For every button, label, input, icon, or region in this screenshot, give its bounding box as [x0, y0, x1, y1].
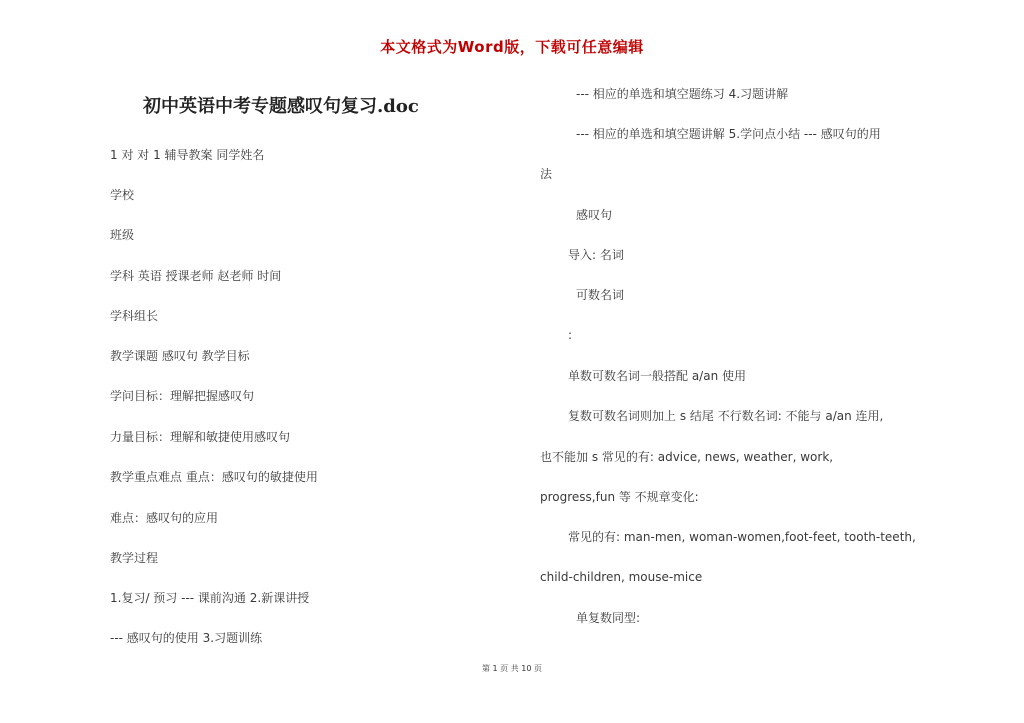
text-line: --- 相应的单选和填空题讲解 5.学问点小结 --- 感叹句的用: [576, 127, 881, 141]
text-line: 1 对 对 1 辅导教案 同学姓名: [110, 148, 265, 162]
page-number-footer: 第 1 页 共 10 页: [482, 664, 542, 673]
text-line: 感叹句: [576, 208, 613, 222]
text-line: 也不能加 s 常见的有: advice, news, weather, work,: [540, 450, 834, 464]
text-line: 复数可数名词则加上 s 结尾 不行数名词: 不能与 a/an 连用,: [568, 409, 884, 423]
text-line: 单数可数名词一般搭配 a/an 使用: [568, 369, 746, 383]
text-line: --- 感叹句的使用 3.习题训练: [110, 631, 263, 645]
document-title: 初中英语中考专题感叹句复习.doc: [143, 96, 419, 117]
text-line: 法: [540, 167, 553, 181]
text-line: 导入: 名词: [568, 248, 624, 262]
download-banner: 本文格式为Word版，下载可任意编辑: [380, 38, 644, 56]
text-line: 1.复习/ 预习 --- 课前沟通 2.新课讲授: [110, 591, 310, 605]
text-line: 常见的有: man-men, woman-women,foot-feet, tooth-teeth,: [568, 530, 916, 544]
text-line: 教学重点难点 重点：感叹句的敏捷使用: [110, 470, 318, 484]
text-line: 力量目标：理解和敏捷使用感叹句: [110, 430, 291, 444]
text-line: 学科 英语 授课老师 赵老师 时间: [110, 269, 282, 283]
text-line: 单复数同型:: [576, 611, 641, 625]
text-line: 班级: [110, 228, 135, 242]
text-line: :: [568, 328, 573, 342]
text-line: 学科组长: [110, 309, 159, 323]
text-line: progress,fun 等 不规章变化:: [540, 490, 699, 504]
text-line: 难点：感叹句的应用: [110, 511, 219, 525]
text-line: 可数名词: [576, 288, 625, 302]
text-line: 学问目标：理解把握感叹句: [110, 389, 255, 403]
text-line: 学校: [110, 188, 135, 202]
text-line: child-children, mouse-mice: [540, 570, 703, 584]
text-line: 教学课题 感叹句 教学目标: [110, 349, 250, 363]
text-line: 教学过程: [110, 551, 159, 565]
text-line: --- 相应的单选和填空题练习 4.习题讲解: [576, 87, 789, 101]
